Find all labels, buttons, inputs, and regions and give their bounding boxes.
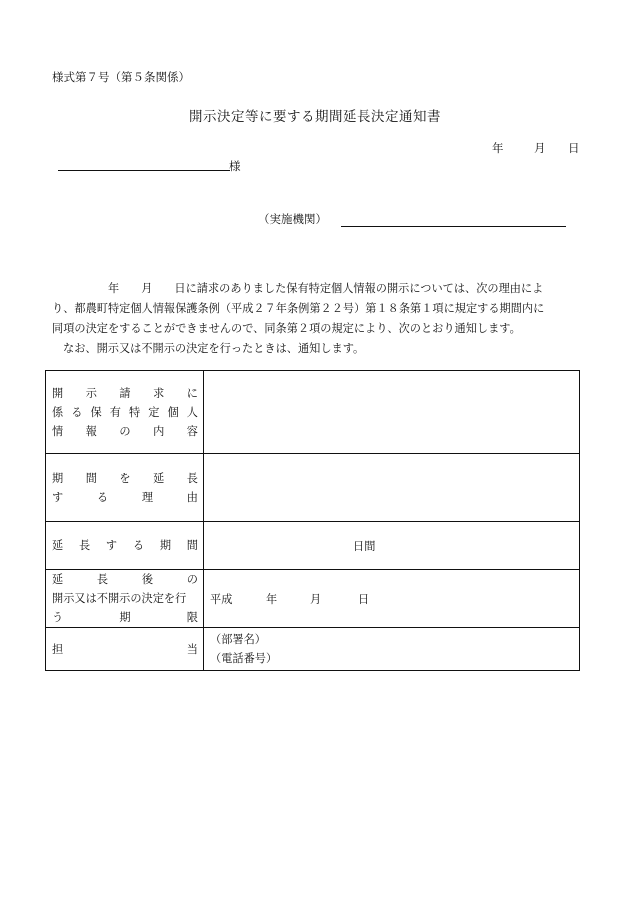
label-char: る xyxy=(132,539,145,552)
body-line-2: り、都農町特定個人情報保護条例（平成２７年条例第２２号）第１８条第１項に規定する期間内に xyxy=(52,302,545,315)
contact-dept: （部署名） xyxy=(210,633,266,646)
field-extension-period[interactable] xyxy=(204,522,580,570)
label-char: 後 xyxy=(141,573,154,586)
label-char: 長 xyxy=(78,539,91,552)
label-char: 延 xyxy=(153,471,165,485)
label-char: 担 xyxy=(52,642,64,656)
label-char: 限 xyxy=(186,611,198,624)
label-char: 延 xyxy=(52,573,64,586)
notice-body xyxy=(52,279,580,359)
field-deadline[interactable] xyxy=(204,570,580,628)
field-extension-reason[interactable] xyxy=(204,454,580,522)
form-number: 様式第７号（第５条関係） xyxy=(52,70,190,84)
label-char: の xyxy=(186,573,198,586)
days-suffix: 日間 xyxy=(353,539,376,553)
label-char: 長 xyxy=(96,573,109,586)
label-char: 報 xyxy=(85,424,97,438)
row-extension-reason xyxy=(46,454,580,522)
label-char: 開 xyxy=(52,386,64,400)
label-char: 有 xyxy=(109,405,121,419)
label-char: 請 xyxy=(119,386,131,400)
label-char: 期 xyxy=(119,611,131,624)
agency-label: （実施機関） xyxy=(258,212,327,226)
recipient-name-line xyxy=(58,170,230,171)
field-requested-info[interactable] xyxy=(204,371,580,454)
label-char: る xyxy=(96,490,109,504)
label-line xyxy=(52,536,198,555)
contact-phone: （電話番号） xyxy=(210,652,278,665)
label-char: 情 xyxy=(52,424,64,438)
label-deadline xyxy=(46,570,204,628)
date-header xyxy=(492,140,580,156)
body-month-label: 月 xyxy=(141,282,153,295)
row-contact xyxy=(46,628,580,671)
label-char: す xyxy=(52,490,64,504)
label-char: 間 xyxy=(186,539,198,552)
label-char: 内 xyxy=(153,424,165,438)
label-char: 長 xyxy=(186,471,198,485)
deadline-day-label: 日 xyxy=(358,592,370,606)
label-line xyxy=(52,589,198,608)
label-extension-reason xyxy=(46,454,204,522)
label-contact xyxy=(46,628,204,671)
label-char: 求 xyxy=(153,386,165,400)
label-char: 保 xyxy=(90,405,102,419)
row-requested-info xyxy=(46,371,580,454)
body-line-1 xyxy=(52,279,580,299)
notice-table xyxy=(45,370,580,671)
label-char: を xyxy=(119,471,131,485)
label-char: の xyxy=(119,424,131,438)
label-char: る xyxy=(71,405,83,419)
label-char: 由 xyxy=(186,490,198,504)
document-title: 開示決定等に要する期間延長決定通知書 xyxy=(189,109,441,125)
label-char: 開示又は不開示の決定を行 xyxy=(52,592,187,605)
label-char: 係 xyxy=(52,405,64,419)
recipient-suffix: 様 xyxy=(229,159,241,173)
body-line-1-text: 日に請求のありました保有特定個人情報の開示については、次の理由によ xyxy=(174,282,544,295)
label-char: 容 xyxy=(186,424,198,438)
date-year-label: 年 xyxy=(492,141,504,155)
label-char: 人 xyxy=(186,405,198,419)
agency-name-line xyxy=(341,226,566,227)
field-contact[interactable] xyxy=(204,628,580,671)
label-char: 定 xyxy=(148,405,160,419)
label-char: 当 xyxy=(186,642,198,656)
deadline-era: 平成 xyxy=(210,592,233,606)
label-char: う xyxy=(52,611,64,624)
label-extension-period xyxy=(46,522,204,570)
date-month-label: 月 xyxy=(534,141,546,155)
label-line xyxy=(52,469,198,488)
row-deadline xyxy=(46,570,580,628)
label-char: に xyxy=(186,386,198,400)
label-line xyxy=(52,488,198,507)
label-char: 個 xyxy=(167,405,179,419)
date-day-label: 日 xyxy=(568,141,580,155)
label-line xyxy=(52,422,198,441)
label-char: 理 xyxy=(141,490,154,504)
deadline-month-label: 月 xyxy=(310,592,322,606)
label-line xyxy=(52,640,198,659)
body-note: なお、開示又は不開示の決定を行ったときは、通知します。 xyxy=(63,342,365,355)
label-char: す xyxy=(105,539,118,552)
deadline-year-label: 年 xyxy=(266,592,278,606)
label-requested-info xyxy=(46,371,204,454)
label-line xyxy=(52,570,198,589)
label-char: 延 xyxy=(52,539,64,552)
body-line-3: 同項の決定をすることができませんので、同条第２項の規定により、次のとおり通知します。 xyxy=(52,322,521,335)
body-year-label: 年 xyxy=(108,282,120,295)
label-char: 期 xyxy=(159,539,172,552)
label-line xyxy=(52,384,198,403)
label-line xyxy=(52,608,198,627)
label-char: 期 xyxy=(52,471,64,485)
row-extension-period xyxy=(46,522,580,570)
label-char: 間 xyxy=(85,471,97,485)
label-char: 示 xyxy=(85,386,97,400)
label-line xyxy=(52,403,198,422)
label-char: 特 xyxy=(129,405,141,419)
